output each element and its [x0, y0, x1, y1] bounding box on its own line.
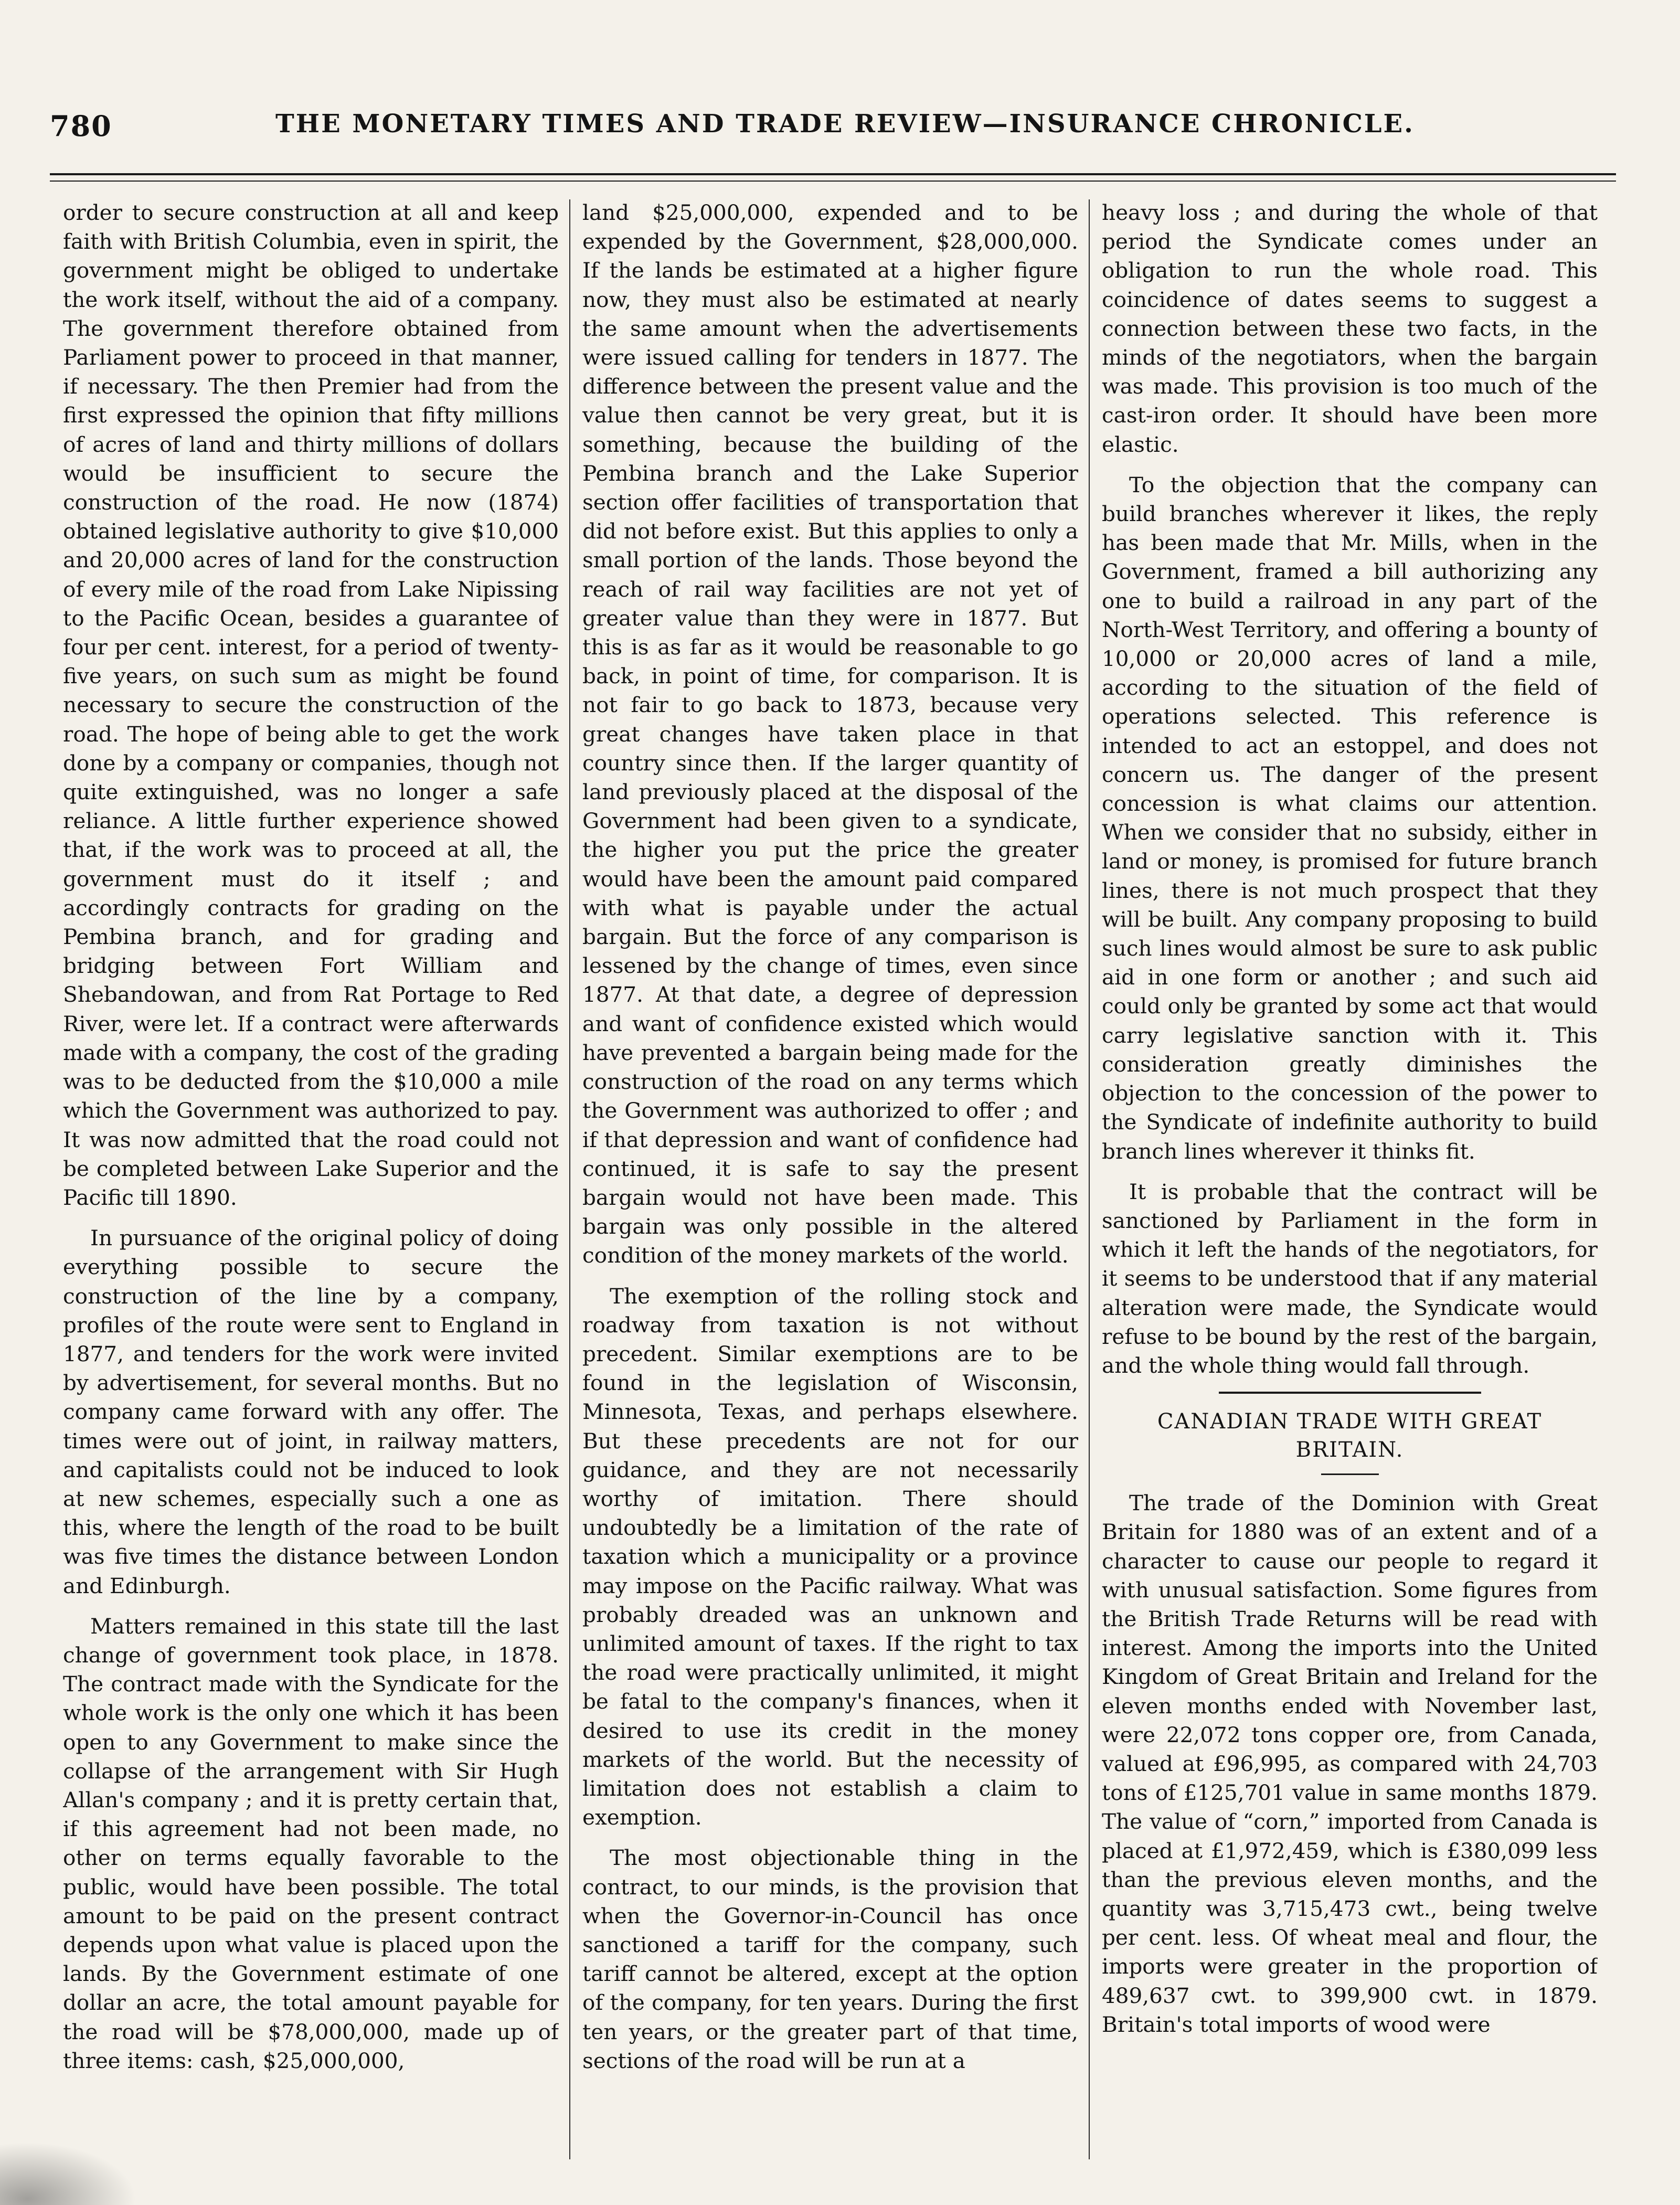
paragraph: It is probable that the contract will be sanctioned by Parliament in the form in which it left the hands of the negotiators, for it seems to be understood that if any material alteration were made, the Syndicate would refuse to be bound by the rest of the bargain, and the whole thing would fall through.	[1102, 1179, 1598, 1378]
paragraph: The exemption of the rolling stock and roadway from taxation is not without precedent. Similar exemptions are to be found in the legislation of Wisconsin, Minnesota, Texas, and perhaps elsewhere. But these precedents are not for our guidance, and they are not necessarily worthy of imitation. There should undoubtedly be a limitation of the rate of taxation which a municipality or a province may impose on the Pacific railway. What was probably dreaded was an unknown and unlimited amount of taxes. If the right to tax the road were practically unlimited, it might be fatal to the company's finances, when it desired to use its credit in the money markets of the world. But the necessity of limitation does not establish a claim to exemption.	[582, 1283, 1078, 1830]
paragraph: The trade of the Dominion with Great Britain for 1880 was of an extent and of a character to cause our people to regard it with unusual satisfaction. Some figures from the British Trade Returns will be read with interest. Among the imports into the United Kingdom of Great Britain and Ireland for the eleven months ended with November last, were 22,072 tons copper ore, from Canada, valued at £96,995, as compared with 24,703 tons of £125,701 value in same months 1879. The value of “corn,” imported from Canada is placed at £1,972,459, which is £380,099 less than the previous eleven months, and the quantity was 3,715,473 cwt., being twelve per cent. less. Of wheat meal and flour, the imports were greater in the proportion of 489,637 cwt. to 399,900 cwt. in 1879. Britain's total imports of wood were	[1102, 1490, 1598, 2037]
running-title: THE MONETARY TIMES AND TRADE REVIEW—INSURANCE CHRONICLE.	[275, 109, 1415, 139]
paragraph: land $25,000,000, expended and to be expended by the Government, $28,000,000. If the lands be estimated at a higher figure now, they must also be estimated at nearly the same amount when the advertisements were issued calling for tenders in 1877. The difference between the present value and the value then cannot be very great, but it is something, because the building of the Pembina branch and the Lake Superior section offer facilities of transportation that did not before exist. But this applies to only a small portion of the lands. Those beyond the reach of rail way facilities are not yet of greater value than they were in 1877. But this is as far as it would be reasonable to go back, in point of time, for comparison. It is not fair to go back to 1873, because very great changes have taken place in that country since then. If the larger quantity of land previously placed at the disposal of the Government had been given to a syndicate, the higher you put the price the greater would have been the amount paid compared with what is payable under the actual bargain. But the force of any comparison is lessened by the change of times, even since 1877. At that date, a degree of depression and want of confidence existed which would have prevented a bargain being made for the construction of the road on any terms which the Government was authorized to offer ; and if that depression and want of confidence had continued, it is safe to say the present bargain would not have been made. This bargain was only possible in the altered condition of the money markets of the world.	[582, 200, 1078, 1268]
header-rule-thin	[50, 181, 1616, 182]
column-2	[582, 198, 1078, 2171]
column-divider	[569, 199, 570, 2159]
heading-underline-rule	[1321, 1473, 1379, 1475]
paragraph: To the objection that the company can build branches wherever it likes, the reply has been made that Mr. Mills, when in the Government, framed a bill authorizing any one to build a railroad in any part of the North-West Territory, and offering a bounty of 10,000 or 20,000 acres of land a mile, according to the situation of the field of operations selected. This reference is intended to act an estoppel, and does not concern us. The danger of the present concession is what claims our attention. When we consider that no subsidy, either in land or money, is promised for future branch lines, there is not much prospect that they will be built. Any company proposing to build such lines would almost be sure to ask public aid in one form or another ; and such aid could only be granted by some act that would carry legislative sanction with it. This consideration greatly diminishes the objection to the concession of the power to the Syndicate of indefinite authority to build branch lines wherever it thinks fit.	[1102, 472, 1598, 1164]
page-header	[50, 105, 1624, 152]
paragraph: The most objectionable thing in the contract, to our minds, is the provision that when the Governor-in-Council has once sanctioned a tariff for the company, such tariff cannot be altered, except at the option of the company, for ten years. During the first ten years, or the greater part of that time, sections of the road will be run at a	[582, 1845, 1078, 2073]
paragraph: order to secure construction at all and keep faith with British Columbia, even in spirit, the government might be obliged to undertake the work itself, without the aid of a company. The government therefore obtained from Parliament power to proceed in that manner, if necessary. The then Premier had from the first expressed the opinion that fifty millions of acres of land and thirty millions of dollars would be insufficient to secure the construction of the road. He now (1874) obtained legislative authority to give $10,000 and 20,000 acres of land for the construction of every mile of the road from Lake Nipissing to the Pacific Ocean, besides a guarantee of four per cent. interest, for a period of twenty-five years, on such sum as might be found necessary to secure the construction of the road. The hope of being able to get the work done by a company or companies, though not quite extinguished, was no longer a safe reliance. A little further experience showed that, if the work was to proceed at all, the government must do it itself ; and accordingly contracts for grading on the Pembina branch, and for grading and bridging between Fort William and Shebandowan, and from Rat Portage to Red River, were let. If a contract were afterwards made with a company, the cost of the grading was to be deducted from the $10,000 a mile which the Government was authorized to pay. It was now admitted that the road could not be completed between Lake Superior and the Pacific till 1890.	[63, 200, 559, 1210]
paragraph: Matters remained in this state till the last change of government took place, in 1878. The contract made with the Syndicate for the whole work is the only one which it has been open to any Government to make since the collapse of the arrangement with Sir Hugh Allan's company ; and it is pretty certain that, if this agreement had not been made, no other on terms equally favorable to the public, would have been possible. The total amount to be paid on the present contract depends upon what value is placed upon the lands. By the Government estimate of one dollar an acre, the total amount payable for the road will be $78,000,000, made up of three items: cash, $25,000,000,	[63, 1613, 559, 2073]
column-3	[1102, 198, 1598, 2171]
header-rule-thick	[50, 173, 1616, 175]
paragraph: In pursuance of the original policy of doing everything possible to secure the construction of the line by a company, profiles of the route were sent to England in 1877, and tenders for the work were invited by advertisement, for several months. But no company came forward with any offer. The times were out of joint, in railway matters, and capitalists could not be induced to look at new schemes, especially such a one as this, where the length of the road to be built was five times the distance between London and Edinburgh.	[63, 1225, 559, 1598]
page-number: 780	[50, 109, 112, 143]
column-1	[63, 198, 559, 2171]
column-divider	[1089, 199, 1090, 2159]
section-divider-rule	[1219, 1392, 1481, 1394]
paragraph: heavy loss ; and during the whole of that period the Syndicate comes under an obligation to run the whole road. This coincidence of dates seems to suggest a connection between these two facts, in the minds of the negotiators, when the bargain was made. This provision is too much of the cast-iron order. It should have been more elastic.	[1102, 200, 1598, 457]
section-heading	[1102, 1407, 1598, 1464]
section-heading-line: CANADIAN TRADE WITH GREAT	[1157, 1409, 1543, 1434]
section-heading-line: BRITAIN.	[1295, 1438, 1404, 1462]
scan-smudge	[0, 2142, 136, 2205]
